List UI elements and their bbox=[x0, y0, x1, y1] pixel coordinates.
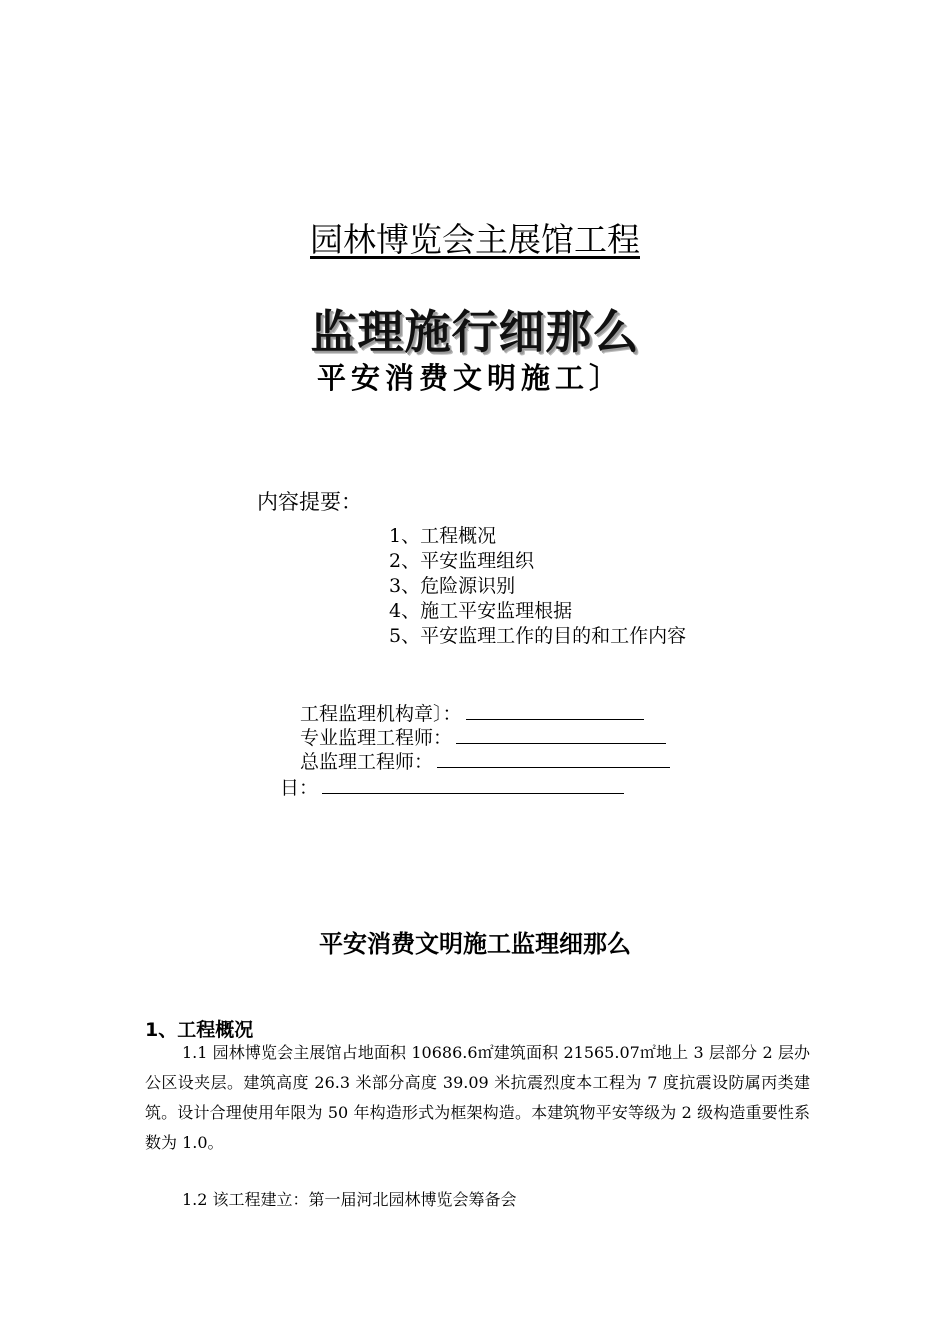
overview-paragraph-1: 1.1 园林博览会主展馆占地面积 10686.6㎡建筑面积 21565.07㎡地上 3 层部分 2 层办公区设夹层。建筑高度 26.3 米部分高度 39.09 米抗震烈度本工程为 7 度抗震设防属丙类建筑。设计合理使用年限为 50 年构造形式为框架构造。本建筑物平安等级为 2 级构造重要性系数为 1.0。 bbox=[145, 1043, 810, 1152]
chief-line bbox=[300, 749, 670, 774]
chief-blank[interactable] bbox=[437, 749, 670, 768]
toc-item: 4、施工平安监理根据 bbox=[389, 600, 573, 622]
subtitle: 平安消费文明施工〕 bbox=[316, 361, 623, 395]
project-title: 园林博览会主展馆工程 bbox=[310, 220, 640, 259]
org-seal-label: 工程监理机构章〕： bbox=[300, 703, 462, 725]
overview-paragraph-2: 1.2 该工程建立：第一届河北园林博览会筹备会 bbox=[182, 1190, 517, 1209]
date-line bbox=[280, 775, 624, 800]
specialist-label: 专业监理工程师： bbox=[300, 727, 453, 749]
date-label: 日： bbox=[280, 777, 319, 799]
toc-item: 2、平安监理组织 bbox=[389, 550, 535, 572]
section-heading: 1、工程概况 bbox=[145, 1019, 254, 1041]
chief-label: 总监理工程师： bbox=[300, 751, 434, 773]
date-blank[interactable] bbox=[322, 775, 624, 794]
specialist-line bbox=[300, 725, 666, 750]
toc-list bbox=[389, 524, 686, 649]
org-seal-blank[interactable] bbox=[466, 701, 644, 720]
toc-heading: 内容提要： bbox=[257, 490, 362, 514]
section-title: 平安消费文明施工监理细那么 bbox=[319, 930, 631, 958]
toc-item: 5、平安监理工作的目的和工作内容 bbox=[389, 625, 687, 647]
main-title: 监理施行细那么 bbox=[310, 305, 640, 359]
specialist-blank[interactable] bbox=[456, 725, 666, 744]
org-seal-line bbox=[300, 701, 644, 726]
toc-item: 3、危险源识别 bbox=[389, 575, 516, 597]
toc-item: 1、工程概况 bbox=[389, 525, 497, 547]
